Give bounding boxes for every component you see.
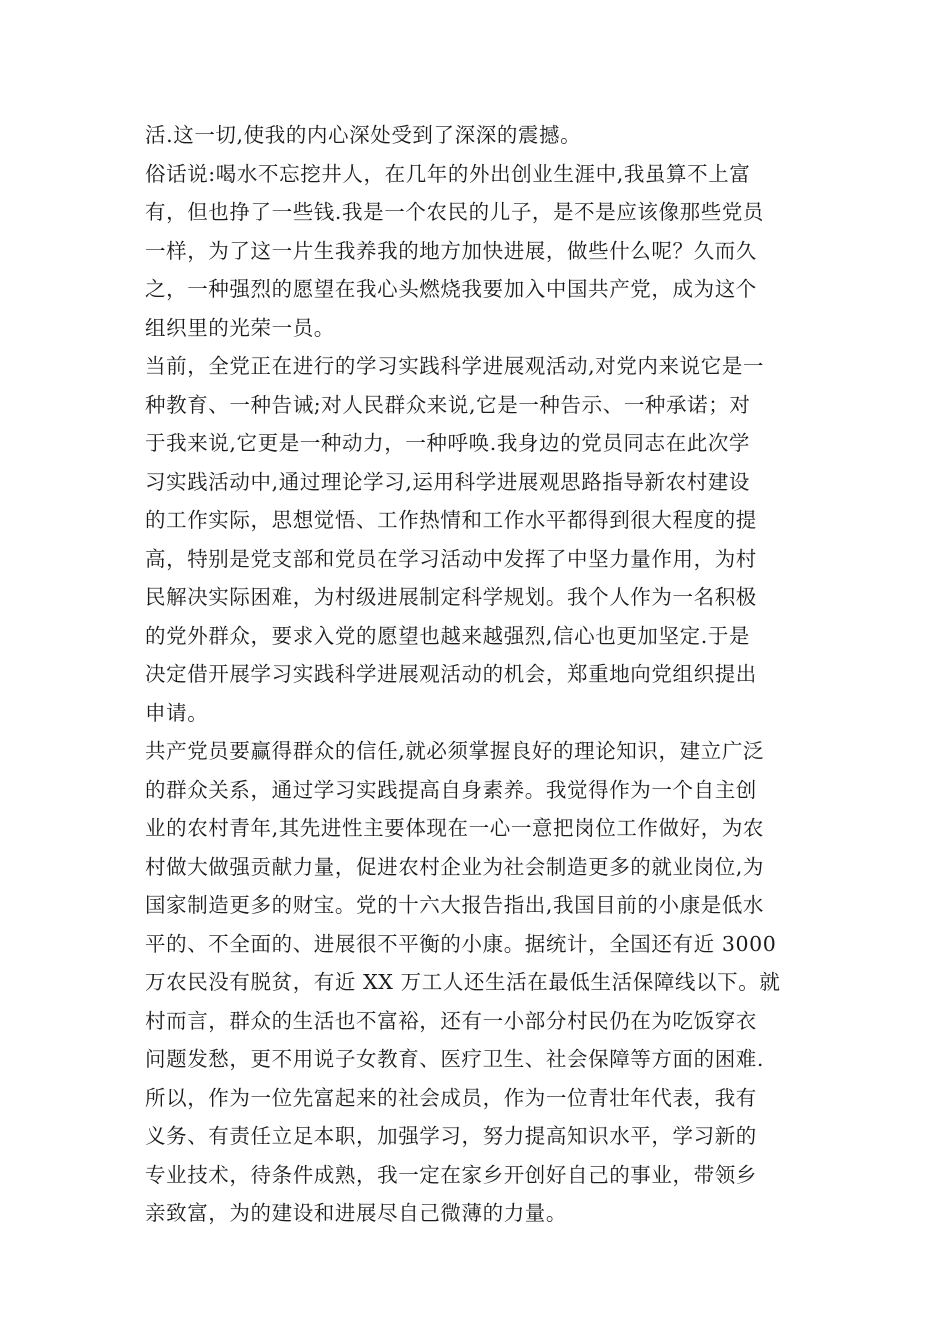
text-line: 的工作实际，思想觉悟、工作热情和工作水平都得到很大程度的提 [145,508,757,532]
text-line: 问题发愁，更不用说子女教育、医疗卫生、社会保障等方面的困难. [145,1047,765,1071]
text-line: 专业技术，待条件成熟，我一定在家乡开创好自己的事业，带领乡 [145,1162,757,1187]
paragraph-4 [145,732,810,1233]
text-line: 村做大做强贡献力量，促进农村企业为社会制造更多的就业岗位,为 [145,854,765,879]
text-line: 习实践活动中,通过理论学习,运用科学进展观思路指导新农村建设 [145,469,751,494]
text-line: 的党外群众，要求入党的愿望也越来越强烈,信心也更加坚定.于是 [145,623,751,648]
text-line: 之，一种强烈的愿望在我心头燃烧我要加入中国共产党，成为这个 [145,277,757,301]
text-line: 申请。 [145,700,209,725]
text-line: 当前，全党正在进行的学习实践科学进展观活动,对党内来说它是一 [145,354,765,378]
paragraph-2 [145,155,810,348]
paragraph-1 [145,116,810,155]
text-line: 的群众关系，通过学习实践提高自身素养。我觉得作为一个自主创 [145,777,757,802]
text-line: 高，特别是党支部和党员在学习活动中发挥了中坚力量作用，为村 [145,546,757,571]
text-line: 国家制造更多的财宝。党的十六大报告指出,我国目前的小康是低水 [145,893,765,917]
text-line: 义务、有责任立足本职，加强学习，努力提高知识水平，学习新的 [145,1124,757,1148]
text-line: 有，但也挣了一些钱.我是一个农民的儿子，是不是应该像那些党员 [145,200,765,224]
text-line: 共产党员要赢得群众的信任,就必须掌握良好的理论知识，建立广泛 [145,739,765,763]
text-line: 村而言，群众的生活也不富裕，还有一小部分村民仍在为吃饭穿衣 [145,1008,757,1033]
text-line: 万农民没有脱贫，有近 XX 万工人还生活在最低生活保障线以下。就 [145,970,781,994]
text-line: 组织里的光荣一员。 [145,315,335,340]
text-line: 亲致富，为的建设和进展尽自己微薄的力量。 [145,1201,567,1225]
document-body [145,116,810,1233]
text-line: 于我来说,它更是一种动力，一种呼唤.我身边的党员同志在此次学 [145,431,751,455]
text-line: 所以，作为一位先富起来的社会成员，作为一位青壮年代表，我有 [145,1085,757,1110]
text-line: 一样，为了这一片生我养我的地方加快进展，做些什么呢？久而久 [145,238,757,263]
paragraph-3 [145,347,810,732]
text-line: 决定借开展学习实践科学进展观活动的机会，郑重地向党组织提出 [145,662,757,686]
text-line: 平的、不全面的、进展很不平衡的小康。据统计，全国还有近 3000 [145,931,777,956]
text-line: 活.这一切,使我的内心深处受到了深深的震撼。 [145,123,582,147]
text-line: 种教育、一种告诫;对人民群众来说,它是一种告示、一种承诺；对 [145,392,751,417]
text-line: 俗话说:喝水不忘挖井人，在几年的外出创业生涯中,我虽算不上富 [145,161,751,186]
text-line: 民解决实际困难，为村级进展制定科学规划。我个人作为一名积极 [145,585,757,609]
text-line: 业的农村青年,其先进性主要体现在一心一意把岗位工作做好，为农 [145,816,765,840]
